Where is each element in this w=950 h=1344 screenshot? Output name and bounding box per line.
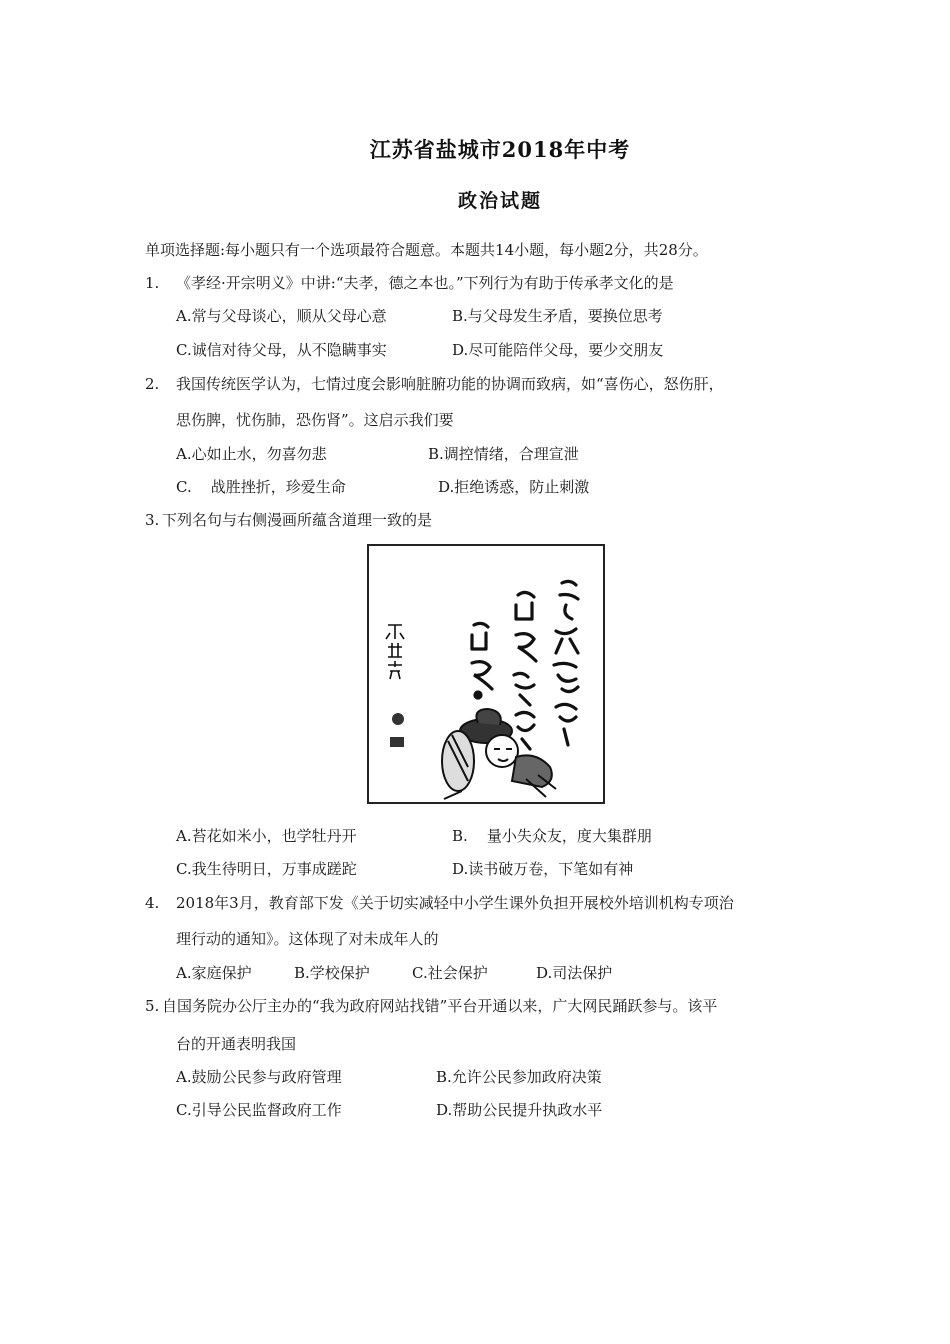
question-stem-cont: 思伤脾，忧伤肺，恐伤肾”。这启示我们要 [176, 411, 454, 429]
question-number: 4. [145, 894, 160, 912]
option-d: D.司法保护 [536, 964, 613, 982]
option-d: D.读书破万卷，下笔如有神 [452, 860, 634, 878]
option-c: C.诚信对待父母，从不隐瞒事实 [176, 341, 387, 359]
option-c: C.我生待明日，万事成蹉跎 [176, 860, 357, 878]
option-d: D.尽可能陪伴父母，要少交朋友 [452, 341, 664, 359]
option-d: D.帮助公民提升执政水平 [436, 1101, 603, 1119]
question-stem: 2018年3月，教育部下发《关于切实减轻中小学生课外负担开展校外培训机构专项治 [176, 894, 734, 912]
question-stem: 《孝经·开宗明义》中讲:“夫孝，德之本也。”下列行为有助于传承孝文化的是 [176, 274, 674, 292]
option-d: D.拒绝诱惑，防止刺激 [438, 478, 590, 496]
option-b: B.调控情绪，合理宣泄 [428, 445, 579, 463]
option-a: A.家庭保护 [176, 964, 252, 982]
question-stem-cont: 理行动的通知》。这体现了对未成年人的 [176, 930, 439, 948]
exam-title: 江苏省盐城市2018年中考 [369, 137, 631, 162]
question-stem: 我国传统医学认为，七情过度会影响脏腑功能的协调而致病，如“喜伤心，怒伤肝， [176, 375, 724, 393]
option-b: B.允许公民参加政府决策 [436, 1068, 602, 1086]
question-stem: 下列名句与右侧漫画所蕴含道理一致的是 [162, 511, 433, 529]
question-number: 5. [145, 997, 160, 1015]
option-a: A.苔花如米小，也学牡丹开 [176, 827, 357, 845]
option-a: A.心如止水，勿喜勿悲 [176, 445, 327, 463]
option-b: B.学校保护 [294, 964, 370, 982]
option-b: B. 量小失众友，度大集群朋 [452, 827, 652, 845]
option-c: C.引导公民监督政府工作 [176, 1101, 342, 1119]
option-c: C. 战胜挫折，珍爱生命 [176, 478, 346, 496]
option-a: A.常与父母谈心，顺从父母心意 [176, 307, 387, 325]
question-number: 2. [145, 375, 160, 393]
instructions: 单项选择题:每小题只有一个选项最符合题意。本题共14小题，每小题2分，共28分。 [145, 241, 708, 259]
question-number: 1. [145, 274, 160, 292]
option-b: B.与父母发生矛盾，要换位思考 [452, 307, 663, 325]
cartoon-illustration [366, 543, 606, 805]
question-stem-cont: 台的开通表明我国 [176, 1035, 297, 1053]
question-stem: 自国务院办公厅主办的“我为政府网站找错”平台开通以来，广大网民踊跃参与。该平 [162, 997, 718, 1015]
exam-subtitle: 政治试题 [457, 190, 542, 212]
option-a: A.鼓励公民参与政府管理 [176, 1068, 342, 1086]
question-number: 3. [145, 511, 160, 529]
option-c: C.社会保护 [412, 964, 488, 982]
